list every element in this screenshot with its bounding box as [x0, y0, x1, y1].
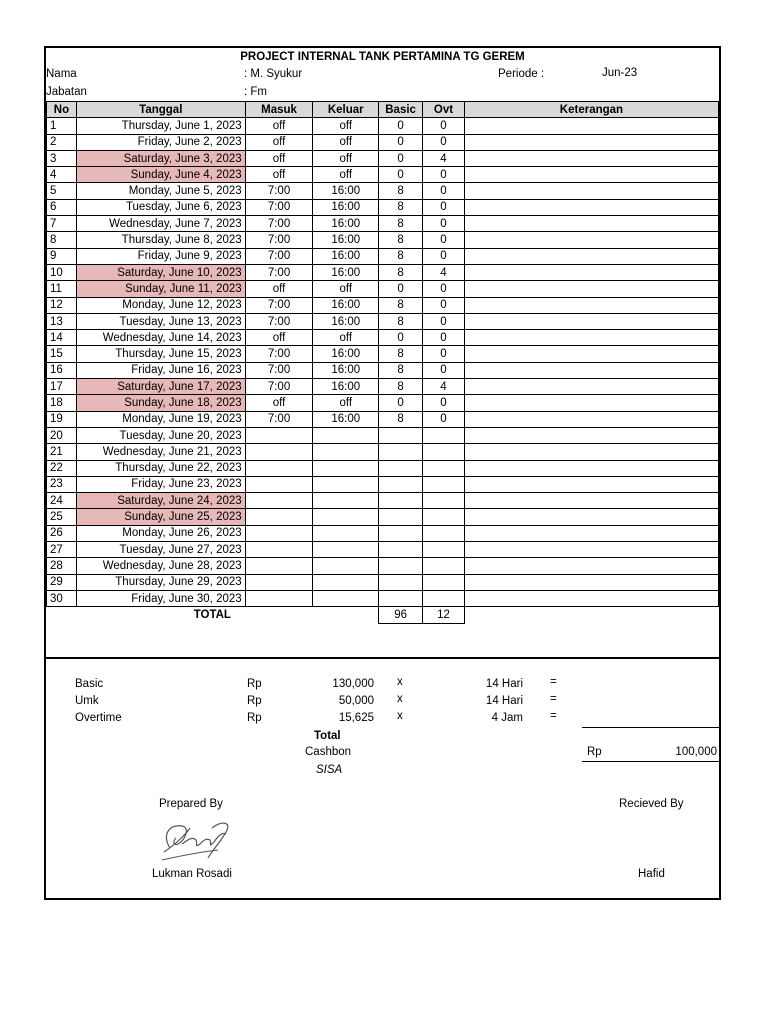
- cashbon-amount: 100,000: [675, 746, 717, 758]
- row-masuk-cell: [245, 444, 313, 460]
- row-no-cell: 5: [47, 183, 77, 199]
- umk-currency: Rp: [247, 695, 262, 707]
- row-masuk-cell: 7:00: [245, 232, 313, 248]
- row-date-cell: Saturday, June 24, 2023: [76, 493, 245, 509]
- row-keluar-cell: 16:00: [313, 411, 379, 427]
- row-basic-cell: 8: [379, 248, 423, 264]
- basic-qty: 14 Hari: [485, 678, 523, 690]
- basic-equals: =: [550, 676, 557, 688]
- row-date-cell: Thursday, June 1, 2023: [76, 118, 245, 134]
- prepared-by-label: Prepared By: [159, 798, 223, 810]
- cashbon-currency: Rp: [587, 746, 602, 758]
- row-date-cell: Friday, June 2, 2023: [76, 134, 245, 150]
- row-no-cell: 13: [47, 313, 77, 329]
- row-keterangan-cell: [464, 558, 718, 574]
- section-divider: [46, 657, 719, 659]
- row-keterangan-cell: [464, 167, 718, 183]
- row-keterangan-cell: [464, 590, 718, 606]
- row-ovt-cell: [423, 444, 465, 460]
- row-masuk-cell: [245, 509, 313, 525]
- signature-image: [156, 814, 236, 874]
- basic-label: Basic: [75, 678, 104, 690]
- col-tanggal-header: Tanggal: [76, 102, 245, 118]
- row-date-cell: Monday, June 12, 2023: [76, 297, 245, 313]
- row-no-cell: 8: [47, 232, 77, 248]
- nama-label: Nama: [46, 68, 77, 80]
- row-keluar-cell: [313, 427, 379, 443]
- row-no-cell: 28: [47, 558, 77, 574]
- row-masuk-cell: [245, 590, 313, 606]
- row-basic-cell: [379, 444, 423, 460]
- row-keterangan-cell: [464, 460, 718, 476]
- row-keterangan-cell: [464, 134, 718, 150]
- prepared-by-name: Lukman Rosadi: [152, 868, 232, 880]
- row-ovt-cell: 0: [423, 248, 465, 264]
- overtime-currency: Rp: [247, 712, 262, 724]
- periode-label: Periode :: [498, 68, 545, 80]
- handwritten-signature: [156, 814, 236, 870]
- row-masuk-cell: off: [245, 150, 313, 166]
- row-basic-cell: 8: [379, 379, 423, 395]
- row-basic-cell: [379, 590, 423, 606]
- row-basic-cell: 0: [379, 118, 423, 134]
- row-basic-cell: 8: [379, 183, 423, 199]
- row-date-cell: Saturday, June 10, 2023: [76, 264, 245, 280]
- row-no-cell: 6: [47, 199, 77, 215]
- row-basic-cell: [379, 525, 423, 541]
- row-no-cell: 14: [47, 330, 77, 346]
- row-basic-cell: [379, 427, 423, 443]
- row-date-cell: Monday, June 19, 2023: [76, 411, 245, 427]
- row-keterangan-cell: [464, 281, 718, 297]
- table-header-row: [47, 102, 719, 118]
- row-no-cell: 29: [47, 574, 77, 590]
- row-ovt-cell: 0: [423, 216, 465, 232]
- overtime-label: Overtime: [75, 712, 122, 724]
- row-keluar-cell: [313, 590, 379, 606]
- overtime-amount: 15,625: [338, 712, 374, 724]
- row-no-cell: 22: [47, 460, 77, 476]
- umk-amount: 50,000: [338, 695, 374, 707]
- row-ovt-cell: 0: [423, 281, 465, 297]
- total-basic-cell: 96: [379, 607, 423, 623]
- row-keterangan-cell: [464, 150, 718, 166]
- overtime-equals: =: [550, 710, 557, 722]
- row-date-cell: Saturday, June 3, 2023: [76, 150, 245, 166]
- row-no-cell: 11: [47, 281, 77, 297]
- row-no-cell: 3: [47, 150, 77, 166]
- row-no-cell: 18: [47, 395, 77, 411]
- row-ovt-cell: 0: [423, 313, 465, 329]
- document-title: PROJECT INTERNAL TANK PERTAMINA TG GEREM: [240, 51, 525, 63]
- row-ovt-cell: 0: [423, 183, 465, 199]
- row-keluar-cell: [313, 444, 379, 460]
- overtime-multiply: x: [397, 710, 403, 722]
- row-masuk-cell: 7:00: [245, 346, 313, 362]
- row-keluar-cell: [313, 476, 379, 492]
- row-masuk-cell: [245, 493, 313, 509]
- row-no-cell: 17: [47, 379, 77, 395]
- row-date-cell: Wednesday, June 21, 2023: [76, 444, 245, 460]
- table-row: [47, 558, 719, 574]
- row-basic-cell: 8: [379, 362, 423, 378]
- row-keluar-cell: 16:00: [313, 362, 379, 378]
- row-no-cell: 26: [47, 525, 77, 541]
- row-ovt-cell: 0: [423, 411, 465, 427]
- row-basic-cell: [379, 493, 423, 509]
- row-ovt-cell: 4: [423, 264, 465, 280]
- row-ovt-cell: 0: [423, 362, 465, 378]
- row-keterangan-cell: [464, 199, 718, 215]
- row-keterangan-cell: [464, 411, 718, 427]
- jabatan-label: Jabatan: [46, 86, 87, 98]
- row-ovt-cell: [423, 493, 465, 509]
- periode-value: Jun-23: [602, 67, 638, 79]
- row-no-cell: 15: [47, 346, 77, 362]
- table-row: [47, 509, 719, 525]
- cashbon-label: Cashbon: [305, 746, 352, 758]
- row-no-cell: 9: [47, 248, 77, 264]
- row-masuk-cell: [245, 558, 313, 574]
- row-date-cell: Sunday, June 4, 2023: [76, 167, 245, 183]
- basic-multiply: x: [397, 676, 403, 688]
- row-date-cell: Monday, June 26, 2023: [76, 525, 245, 541]
- row-keluar-cell: 16:00: [313, 264, 379, 280]
- table-row: [47, 542, 719, 558]
- row-masuk-cell: 7:00: [245, 313, 313, 329]
- row-keluar-cell: [313, 558, 379, 574]
- row-keterangan-cell: [464, 525, 718, 541]
- table-row: [47, 232, 719, 248]
- table-row: [47, 216, 719, 232]
- row-date-cell: Sunday, June 18, 2023: [76, 395, 245, 411]
- table-row: [47, 199, 719, 215]
- col-no-header: No: [47, 102, 77, 118]
- table-row: [47, 411, 719, 427]
- row-keluar-cell: 16:00: [313, 248, 379, 264]
- table-row: [47, 248, 719, 264]
- row-no-cell: 21: [47, 444, 77, 460]
- row-date-cell: Tuesday, June 6, 2023: [76, 199, 245, 215]
- row-keluar-cell: off: [313, 395, 379, 411]
- row-no-cell: 25: [47, 509, 77, 525]
- row-masuk-cell: 7:00: [245, 183, 313, 199]
- table-row: [47, 590, 719, 606]
- cashbon-underline: [582, 761, 720, 762]
- row-no-cell: 20: [47, 427, 77, 443]
- row-keluar-cell: 16:00: [313, 183, 379, 199]
- row-basic-cell: 0: [379, 281, 423, 297]
- row-masuk-cell: 7:00: [245, 297, 313, 313]
- table-row: [47, 574, 719, 590]
- row-masuk-cell: off: [245, 281, 313, 297]
- nama-value: : M. Syukur: [244, 68, 303, 80]
- table-row: [47, 264, 719, 280]
- row-keluar-cell: 16:00: [313, 297, 379, 313]
- row-ovt-cell: 0: [423, 167, 465, 183]
- row-masuk-cell: 7:00: [245, 216, 313, 232]
- row-masuk-cell: off: [245, 134, 313, 150]
- row-date-cell: Tuesday, June 13, 2023: [76, 313, 245, 329]
- row-keterangan-cell: [464, 118, 718, 134]
- table-row: [47, 183, 719, 199]
- row-ovt-cell: [423, 590, 465, 606]
- row-no-cell: 2: [47, 134, 77, 150]
- table-row: [47, 444, 719, 460]
- col-ovt-header: Ovt: [423, 102, 465, 118]
- row-keluar-cell: [313, 525, 379, 541]
- row-masuk-cell: 7:00: [245, 264, 313, 280]
- row-masuk-cell: off: [245, 118, 313, 134]
- row-masuk-cell: [245, 427, 313, 443]
- total-keterangan-cell: [464, 607, 718, 623]
- row-keterangan-cell: [464, 216, 718, 232]
- row-ovt-cell: [423, 476, 465, 492]
- row-date-cell: Friday, June 23, 2023: [76, 476, 245, 492]
- row-date-cell: Thursday, June 29, 2023: [76, 574, 245, 590]
- basic-currency: Rp: [247, 678, 262, 690]
- row-keluar-cell: off: [313, 150, 379, 166]
- row-date-cell: Tuesday, June 20, 2023: [76, 427, 245, 443]
- row-keluar-cell: [313, 493, 379, 509]
- row-keluar-cell: off: [313, 118, 379, 134]
- row-keluar-cell: [313, 542, 379, 558]
- timesheet-document: [44, 46, 721, 900]
- table-row: [47, 134, 719, 150]
- row-basic-cell: 0: [379, 395, 423, 411]
- row-no-cell: 24: [47, 493, 77, 509]
- row-keterangan-cell: [464, 574, 718, 590]
- row-basic-cell: 0: [379, 330, 423, 346]
- row-keluar-cell: 16:00: [313, 199, 379, 215]
- row-keterangan-cell: [464, 444, 718, 460]
- row-basic-cell: 0: [379, 167, 423, 183]
- overtime-qty: 4 Jam: [491, 712, 523, 724]
- umk-equals: =: [550, 693, 557, 705]
- col-basic-header: Basic: [379, 102, 423, 118]
- row-keterangan-cell: [464, 183, 718, 199]
- row-basic-cell: 0: [379, 150, 423, 166]
- row-date-cell: Thursday, June 15, 2023: [76, 346, 245, 362]
- row-date-cell: Wednesday, June 28, 2023: [76, 558, 245, 574]
- row-keterangan-cell: [464, 476, 718, 492]
- row-keterangan-cell: [464, 232, 718, 248]
- attendance-table: [46, 101, 719, 624]
- row-date-cell: Tuesday, June 27, 2023: [76, 542, 245, 558]
- row-ovt-cell: 0: [423, 330, 465, 346]
- row-keluar-cell: 16:00: [313, 313, 379, 329]
- col-masuk-header: Masuk: [245, 102, 313, 118]
- received-by-name: Hafid: [638, 868, 665, 880]
- row-masuk-cell: [245, 542, 313, 558]
- row-keluar-cell: [313, 574, 379, 590]
- row-ovt-cell: [423, 525, 465, 541]
- row-keluar-cell: 16:00: [313, 346, 379, 362]
- row-ovt-cell: 4: [423, 379, 465, 395]
- row-masuk-cell: [245, 574, 313, 590]
- row-basic-cell: 8: [379, 264, 423, 280]
- row-ovt-cell: 0: [423, 232, 465, 248]
- row-no-cell: 10: [47, 264, 77, 280]
- total-row: [47, 607, 719, 623]
- table-row: [47, 525, 719, 541]
- row-date-cell: Monday, June 5, 2023: [76, 183, 245, 199]
- row-ovt-cell: [423, 460, 465, 476]
- umk-label: Umk: [75, 695, 99, 707]
- row-basic-cell: 8: [379, 346, 423, 362]
- row-date-cell: Sunday, June 25, 2023: [76, 509, 245, 525]
- row-masuk-cell: 7:00: [245, 411, 313, 427]
- row-keterangan-cell: [464, 427, 718, 443]
- table-row: [47, 313, 719, 329]
- row-date-cell: Friday, June 30, 2023: [76, 590, 245, 606]
- row-no-cell: 27: [47, 542, 77, 558]
- row-ovt-cell: 0: [423, 199, 465, 215]
- row-basic-cell: [379, 476, 423, 492]
- received-by-label: Recieved By: [619, 798, 684, 810]
- row-keterangan-cell: [464, 542, 718, 558]
- row-keterangan-cell: [464, 362, 718, 378]
- row-keluar-cell: off: [313, 330, 379, 346]
- table-row: [47, 460, 719, 476]
- row-no-cell: 12: [47, 297, 77, 313]
- umk-multiply: x: [397, 693, 403, 705]
- row-date-cell: Sunday, June 11, 2023: [76, 281, 245, 297]
- row-basic-cell: 8: [379, 199, 423, 215]
- row-basic-cell: 8: [379, 297, 423, 313]
- row-ovt-cell: [423, 574, 465, 590]
- row-masuk-cell: [245, 460, 313, 476]
- row-basic-cell: 8: [379, 216, 423, 232]
- row-basic-cell: 0: [379, 134, 423, 150]
- row-masuk-cell: [245, 525, 313, 541]
- row-basic-cell: [379, 574, 423, 590]
- row-ovt-cell: [423, 427, 465, 443]
- row-no-cell: 23: [47, 476, 77, 492]
- row-date-cell: Saturday, June 17, 2023: [76, 379, 245, 395]
- row-keterangan-cell: [464, 264, 718, 280]
- basic-amount: 130,000: [332, 678, 374, 690]
- row-no-cell: 7: [47, 216, 77, 232]
- row-keterangan-cell: [464, 297, 718, 313]
- total-ovt-cell: 12: [423, 607, 465, 623]
- table-row: [47, 150, 719, 166]
- row-date-cell: Friday, June 16, 2023: [76, 362, 245, 378]
- row-no-cell: 30: [47, 590, 77, 606]
- row-basic-cell: 8: [379, 232, 423, 248]
- row-masuk-cell: 7:00: [245, 379, 313, 395]
- row-masuk-cell: 7:00: [245, 248, 313, 264]
- table-row: [47, 281, 719, 297]
- total-label: Total: [314, 730, 341, 742]
- row-keluar-cell: 16:00: [313, 216, 379, 232]
- table-row: [47, 493, 719, 509]
- row-masuk-cell: 7:00: [245, 199, 313, 215]
- row-keterangan-cell: [464, 313, 718, 329]
- total-underline: [582, 727, 720, 728]
- row-basic-cell: [379, 558, 423, 574]
- row-keterangan-cell: [464, 493, 718, 509]
- row-no-cell: 1: [47, 118, 77, 134]
- row-ovt-cell: [423, 558, 465, 574]
- col-keterangan-header: Keterangan: [464, 102, 718, 118]
- row-ovt-cell: 0: [423, 134, 465, 150]
- row-ovt-cell: 0: [423, 297, 465, 313]
- row-keterangan-cell: [464, 509, 718, 525]
- row-date-cell: Friday, June 9, 2023: [76, 248, 245, 264]
- row-masuk-cell: off: [245, 395, 313, 411]
- row-keterangan-cell: [464, 248, 718, 264]
- row-ovt-cell: [423, 509, 465, 525]
- row-masuk-cell: off: [245, 330, 313, 346]
- row-ovt-cell: 0: [423, 395, 465, 411]
- row-date-cell: Thursday, June 8, 2023: [76, 232, 245, 248]
- row-ovt-cell: 4: [423, 150, 465, 166]
- sisa-label: SISA: [316, 764, 343, 776]
- table-row: [47, 395, 719, 411]
- row-keterangan-cell: [464, 330, 718, 346]
- row-masuk-cell: off: [245, 167, 313, 183]
- row-basic-cell: 8: [379, 313, 423, 329]
- table-row: [47, 167, 719, 183]
- jabatan-value: : Fm: [244, 86, 267, 98]
- row-keluar-cell: [313, 509, 379, 525]
- row-date-cell: Wednesday, June 14, 2023: [76, 330, 245, 346]
- umk-qty: 14 Hari: [485, 695, 523, 707]
- row-keluar-cell: off: [313, 134, 379, 150]
- table-row: [47, 346, 719, 362]
- row-keluar-cell: 16:00: [313, 232, 379, 248]
- row-ovt-cell: 0: [423, 118, 465, 134]
- table-row: [47, 379, 719, 395]
- row-basic-cell: [379, 542, 423, 558]
- row-no-cell: 19: [47, 411, 77, 427]
- row-no-cell: 16: [47, 362, 77, 378]
- col-keluar-header: Keluar: [313, 102, 379, 118]
- row-keterangan-cell: [464, 395, 718, 411]
- row-masuk-cell: 7:00: [245, 362, 313, 378]
- row-keterangan-cell: [464, 346, 718, 362]
- row-ovt-cell: [423, 542, 465, 558]
- row-keluar-cell: [313, 460, 379, 476]
- row-date-cell: Thursday, June 22, 2023: [76, 460, 245, 476]
- table-row: [47, 362, 719, 378]
- table-row: [47, 476, 719, 492]
- total-label-cell: TOTAL: [47, 607, 379, 623]
- row-basic-cell: [379, 460, 423, 476]
- row-keluar-cell: off: [313, 167, 379, 183]
- row-keterangan-cell: [464, 379, 718, 395]
- row-ovt-cell: 0: [423, 346, 465, 362]
- row-no-cell: 4: [47, 167, 77, 183]
- table-row: [47, 297, 719, 313]
- row-basic-cell: [379, 509, 423, 525]
- table-row: [47, 330, 719, 346]
- row-keluar-cell: 16:00: [313, 379, 379, 395]
- row-masuk-cell: [245, 476, 313, 492]
- row-basic-cell: 8: [379, 411, 423, 427]
- row-keluar-cell: off: [313, 281, 379, 297]
- table-row: [47, 427, 719, 443]
- table-row: [47, 118, 719, 134]
- row-date-cell: Wednesday, June 7, 2023: [76, 216, 245, 232]
